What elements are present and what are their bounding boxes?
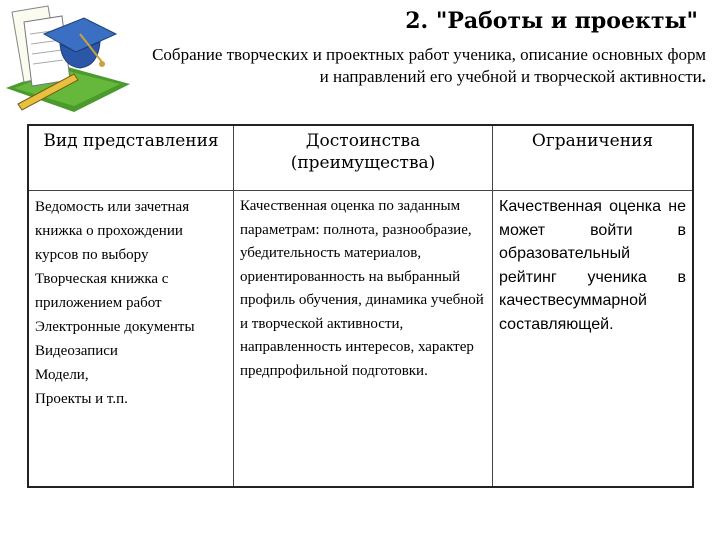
graduation-cap-logo-icon [4,4,132,116]
header-cell-limitations: Ограничения [493,125,694,191]
list-item: Творческая книжка с приложением работ [35,271,169,311]
list-item: Проекты и т.п. [35,391,128,407]
table-row [28,191,693,488]
list-item: Ведомость или зачетная книжка о прохождении курсов по выбору [35,199,190,263]
table-header-row [28,125,693,191]
cell-presentation-types [28,191,234,488]
header-cell-advantages: Достоинства (преимущества) [234,125,493,191]
list-item: Электронные документы [35,319,195,335]
header-cell-type: Вид представления [28,125,234,191]
list-item: Модели, [35,367,89,383]
page-title: 2. "Работы и проекты" [405,8,698,34]
subtitle-end: . [701,67,706,86]
portfolio-table [27,124,694,488]
list-item: Видеозаписи [35,343,118,359]
page-subtitle [146,44,706,88]
cell-advantages: Качественная оценка по заданным параметрам: полнота, разнообразие, убедительность материалов, ориентированность на выбранный профиль обучения, динамика учебной и творческой активности, направленность интересов, характер предпрофильной подготовки. [234,191,493,488]
subtitle-text: Собрание творческих и проектных работ ученика, описание основных форм и направлений его учебной и творческой активности [152,45,706,86]
cell-limitations: Качественная оценка не может войти в образовательный рейтинг ученика в качествесуммарной составляющей. [493,191,694,488]
